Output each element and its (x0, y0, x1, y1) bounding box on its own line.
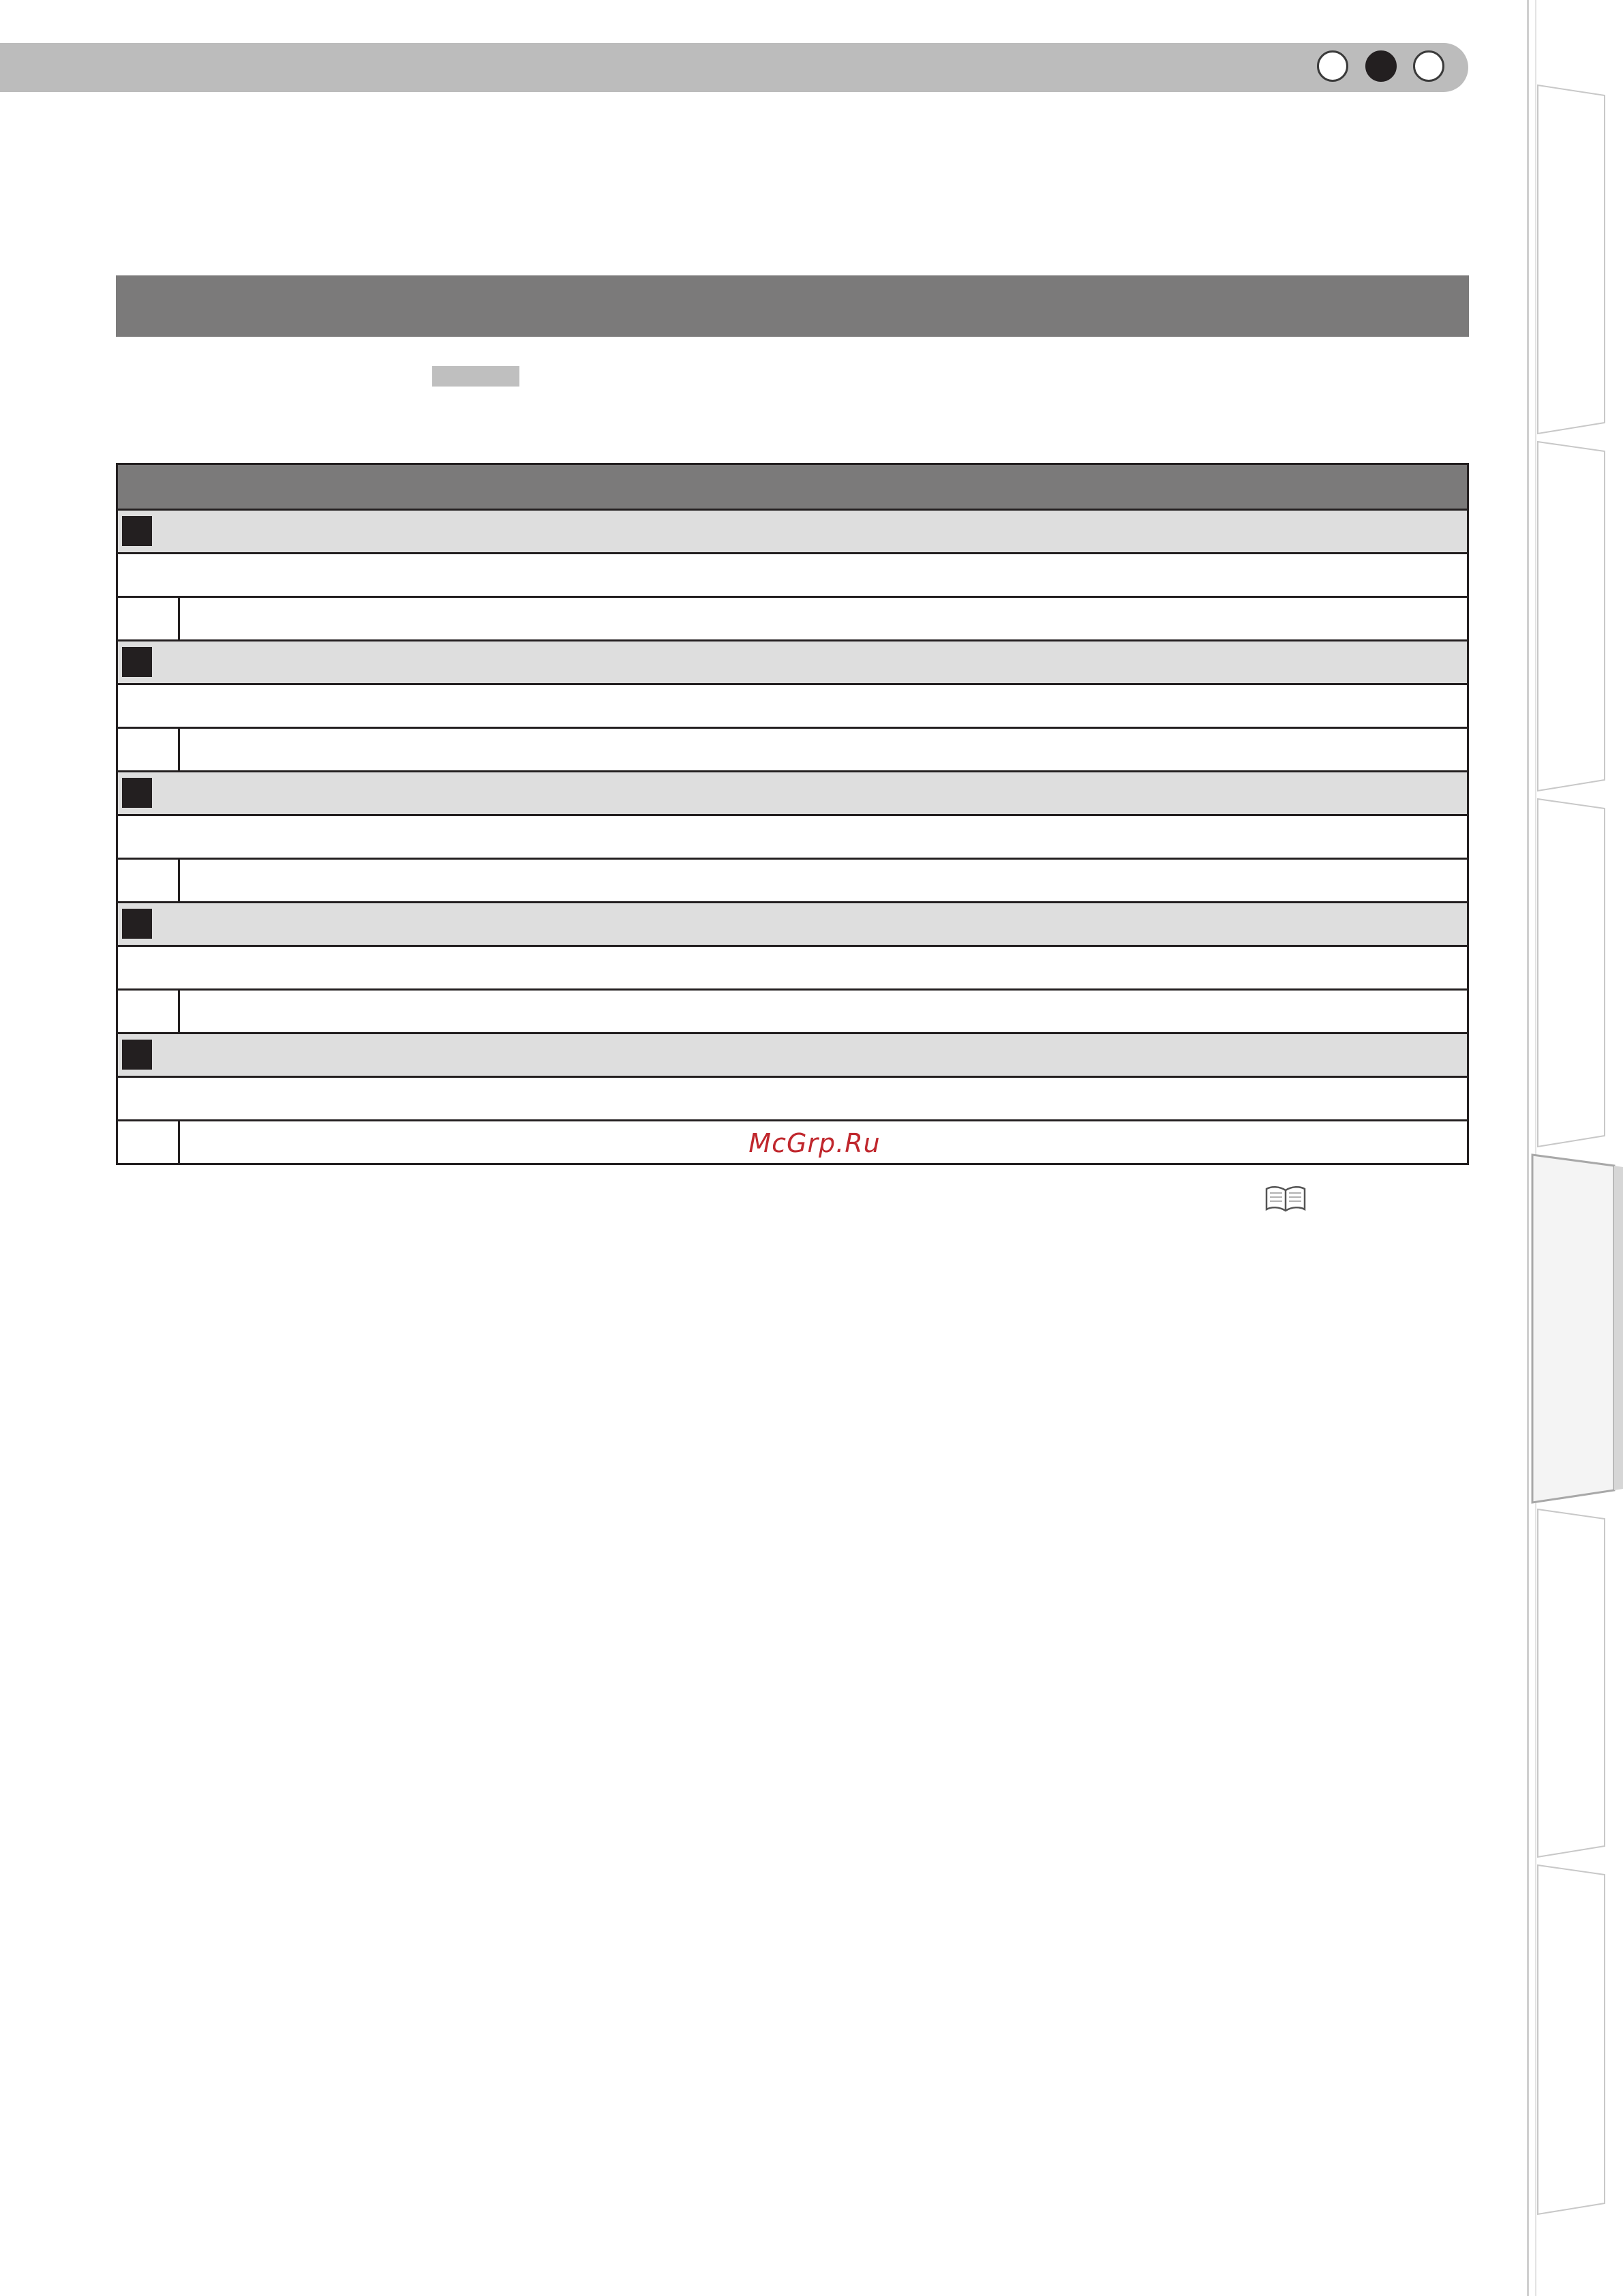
row-label-cell (118, 729, 180, 770)
group-header (118, 772, 1467, 816)
group-marker-icon (122, 778, 152, 808)
table-row (118, 860, 1467, 903)
indicator-dot-3 (1413, 50, 1444, 82)
table-group (118, 511, 1467, 641)
table-row (118, 991, 1467, 1034)
group-marker-icon (122, 909, 152, 939)
table-row (118, 1078, 1467, 1121)
table-header (118, 465, 1467, 511)
table-row (118, 554, 1467, 598)
group-header (118, 641, 1467, 685)
row-value-cell (180, 860, 1467, 901)
spec-table (116, 463, 1469, 1165)
table-row (118, 598, 1467, 641)
indicator-dot-2 (1365, 50, 1397, 82)
table-row (118, 816, 1467, 860)
table-group (118, 641, 1467, 772)
section-tag (432, 366, 519, 387)
table-group (118, 903, 1467, 1034)
group-header (118, 903, 1467, 947)
table-row (118, 947, 1467, 991)
row-value-cell (180, 598, 1467, 639)
row-label-cell (118, 598, 180, 639)
row-label-cell (118, 860, 180, 901)
section-title-bar (116, 275, 1469, 337)
header-band (0, 43, 1468, 92)
group-header (118, 511, 1467, 554)
watermark-text: McGrp.Ru (748, 1128, 881, 1158)
table-group (118, 772, 1467, 903)
row-value-cell (180, 991, 1467, 1032)
group-marker-icon (122, 647, 152, 677)
group-marker-icon (122, 1040, 152, 1070)
group-header (118, 1034, 1467, 1078)
group-marker-icon (122, 516, 152, 546)
side-index-tabs (1530, 0, 1623, 2296)
row-label-cell (118, 1121, 180, 1163)
page-edge-line (1527, 0, 1529, 2296)
indicator-dot-1 (1317, 50, 1348, 82)
table-row (118, 729, 1467, 772)
book-icon (1264, 1185, 1307, 1212)
table-row (118, 685, 1467, 729)
row-label-cell (118, 991, 180, 1032)
row-value-cell (180, 729, 1467, 770)
